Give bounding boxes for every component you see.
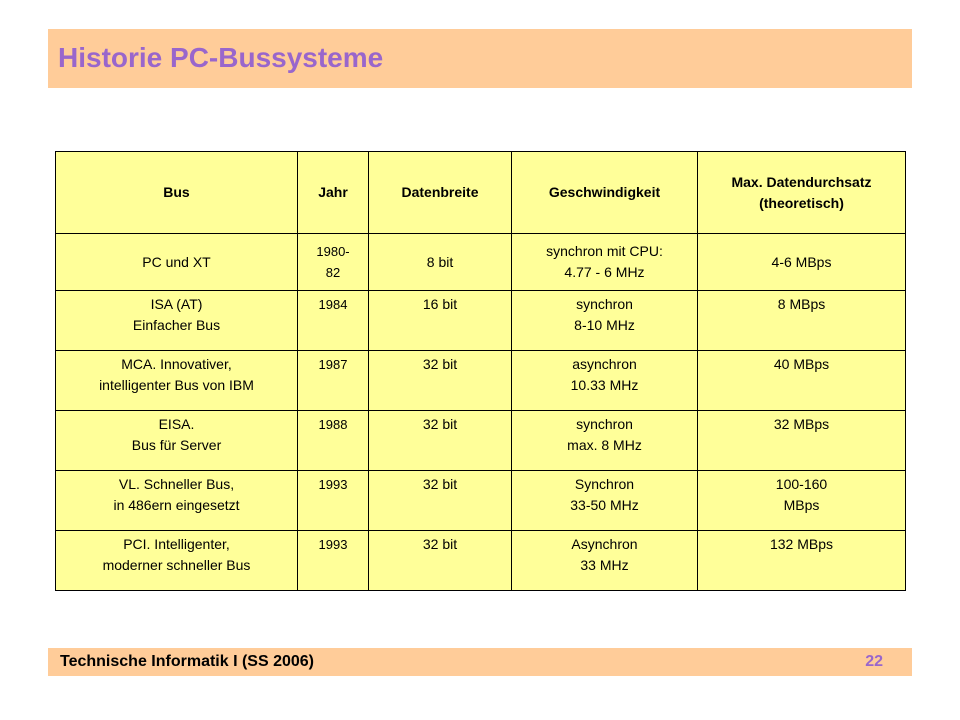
cell-bus-line2: in 486ern eingesetzt: [113, 497, 240, 513]
cell-speed: [512, 351, 698, 411]
cell-width: 32 bit: [369, 531, 512, 591]
cell-speed-line1: Synchron: [574, 476, 635, 492]
cell-bus: [56, 471, 298, 531]
cell-year: 1987: [298, 351, 369, 411]
table-row: [56, 291, 906, 351]
cell-rate: 40 MBps: [698, 351, 906, 411]
table-header-row: [56, 152, 906, 234]
cell-speed-line1: synchron: [576, 296, 633, 312]
footer-course-title: Technische Informatik I (SS 2006): [60, 653, 315, 670]
cell-width: 32 bit: [369, 411, 512, 471]
header-year: Jahr: [298, 152, 369, 234]
header-max-throughput: [698, 152, 906, 234]
cell-rate-line1: 100-160: [775, 476, 828, 492]
cell-bus-line1: VL. Schneller Bus,: [118, 476, 235, 492]
table-row: [56, 234, 906, 291]
header-data-width: Datenbreite: [369, 152, 512, 234]
cell-speed: [512, 234, 698, 291]
cell-speed: [512, 471, 698, 531]
cell-bus-line1: PCI. Intelligenter,: [123, 536, 230, 552]
cell-speed-line2: 4.77 - 6 MHz: [564, 264, 645, 280]
cell-speed-line1: asynchron: [572, 356, 637, 372]
cell-bus-line1: PC und XT: [142, 253, 211, 270]
cell-bus: [56, 351, 298, 411]
cell-speed: [512, 291, 698, 351]
cell-width: 8 bit: [369, 234, 512, 291]
footer-bar: [48, 648, 912, 676]
page-number: 22: [865, 653, 883, 670]
table-row: [56, 471, 906, 531]
cell-speed-line2: max. 8 MHz: [567, 437, 642, 453]
header-max-throughput-line1: Max. Datendurchsatz: [731, 173, 872, 190]
cell-year: 1984: [298, 291, 369, 351]
cell-bus-line1: EISA.: [158, 416, 195, 432]
header-speed: Geschwindigkeit: [512, 152, 698, 234]
cell-speed-line2: 33 MHz: [580, 557, 629, 573]
title-bar: [48, 29, 912, 88]
slide-title: Historie PC-Bussysteme: [58, 42, 384, 73]
cell-bus-line1: MCA. Innovativer,: [121, 356, 232, 372]
cell-speed-line2: 10.33 MHz: [570, 377, 639, 393]
cell-rate-line1: 4-6 MBps: [771, 253, 832, 270]
cell-year: 1993: [298, 471, 369, 531]
cell-bus: [56, 411, 298, 471]
cell-bus-line1: ISA (AT): [150, 296, 203, 312]
cell-bus: [56, 531, 298, 591]
cell-width: 16 bit: [369, 291, 512, 351]
header-bus: Bus: [56, 152, 298, 234]
cell-speed: [512, 411, 698, 471]
cell-rate: [698, 471, 906, 531]
cell-width: 32 bit: [369, 351, 512, 411]
cell-bus: [56, 234, 298, 291]
cell-bus: [56, 291, 298, 351]
cell-year-line1: 1980-: [316, 244, 350, 259]
bus-history-table: [55, 151, 906, 591]
cell-rate: 32 MBps: [698, 411, 906, 471]
table-row: [56, 351, 906, 411]
cell-rate-line2: MBps: [783, 497, 820, 513]
cell-year-line2: 82: [325, 265, 341, 280]
cell-bus-line2: moderner schneller Bus: [102, 557, 251, 573]
table-row: [56, 531, 906, 591]
cell-year: [298, 234, 369, 291]
cell-speed-line1: Asynchron: [571, 536, 638, 552]
cell-speed: [512, 531, 698, 591]
header-max-throughput-line2: (theoretisch): [759, 194, 844, 211]
cell-speed-line2: 33-50 MHz: [570, 497, 639, 513]
cell-bus-line2: Einfacher Bus: [132, 317, 221, 333]
cell-rate: 8 MBps: [698, 291, 906, 351]
cell-width: 32 bit: [369, 471, 512, 531]
cell-bus-line2: Bus für Server: [131, 437, 222, 453]
cell-rate: [698, 234, 906, 291]
cell-bus-line2: intelligenter Bus von IBM: [99, 377, 254, 393]
cell-speed-line2: 8-10 MHz: [574, 317, 635, 333]
cell-speed-line1: synchron: [576, 416, 633, 432]
table-row: [56, 411, 906, 471]
cell-year: 1988: [298, 411, 369, 471]
cell-speed-line1: synchron mit CPU:: [546, 243, 663, 259]
cell-year: 1993: [298, 531, 369, 591]
cell-rate: 132 MBps: [698, 531, 906, 591]
